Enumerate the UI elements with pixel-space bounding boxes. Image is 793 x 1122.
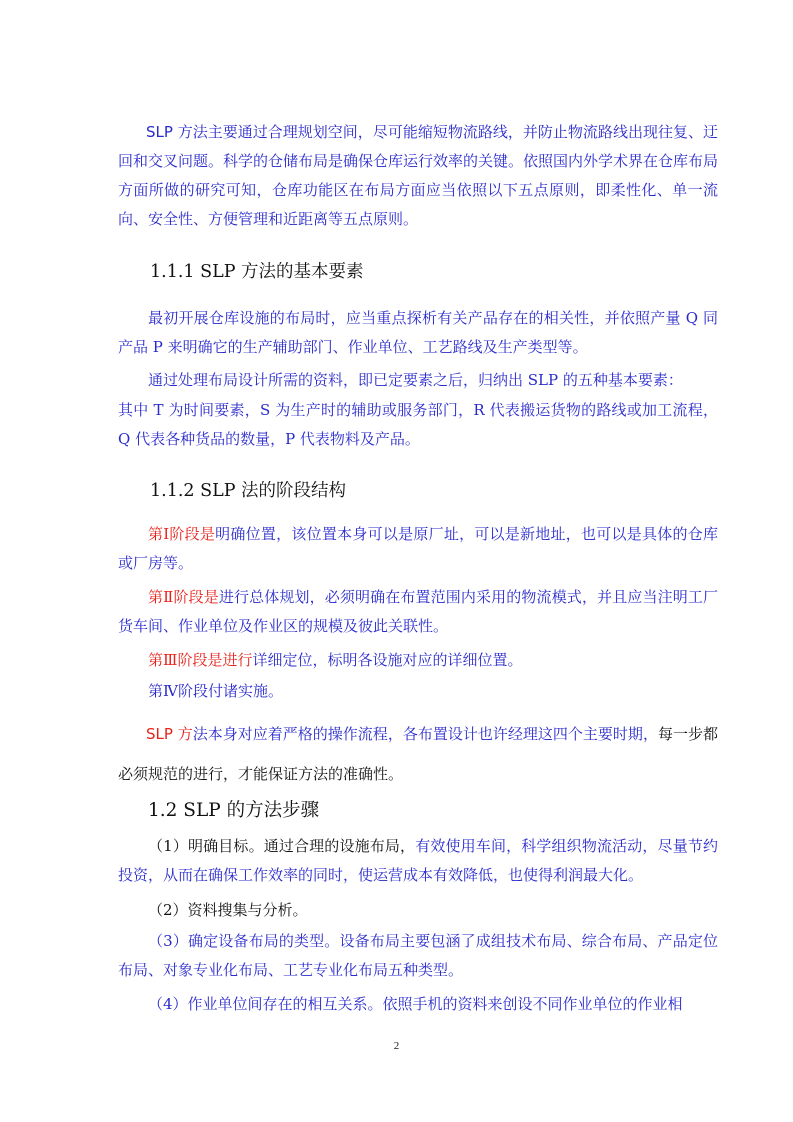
heading-1-1-2: 1.1.2 SLP 法的阶段结构 xyxy=(150,481,347,501)
heading-1-1-1: 1.1.1 SLP 方法的基本要素 xyxy=(150,262,364,282)
paragraph-slp-process xyxy=(118,714,718,794)
stage-1-label: 第Ⅰ阶段是 xyxy=(148,525,216,543)
paragraph-stage-2 xyxy=(118,583,718,641)
paragraph-stage-3 xyxy=(118,646,718,675)
step-1-lead: （1）明确目标。通过合理的设施布局， xyxy=(148,837,416,855)
paragraph-stage-1 xyxy=(118,520,718,578)
paragraph-slp-intro: SLP 方法主要通过合理规划空间，尽可能缩短物流路线，并防止物流路线出现往复、迂回和交叉问题。科学的仓储布局是确保仓库运行效率的关键。依照国内外学术界在仓库布局方面所做的研究可知，仓库功能区在布局方面应当依照以下五点原则，即柔性化、单一流向、安全性、方便管理和近距离等五点原则。 xyxy=(118,123,719,228)
slp-process-text: 法本身对应着严格的操作流程，各布置设计也许经理这四个主要时期， xyxy=(192,725,658,743)
stage-2-label: 第Ⅱ阶段是 xyxy=(148,588,219,606)
paragraph-element-definitions: 其中 T 为时间要素，S 为生产时的辅助或服务部门，R 代表搬运货物的路线或加工流程，Q 代表各种货品的数量，P 代表物料及产品。 xyxy=(118,401,718,448)
step-1-detail: 有效使用车间，科学组织物流活动，尽量节约投资，从而在确保工作效率的同时，使运营成本有效降低，也使得利润最大化。 xyxy=(118,837,718,884)
paragraph-step-3: （3）确定设备布局的类型。设备布局主要包涵了成组技术布局、综合布局、产品定位布局、对象专业化布局、工艺专业化布局五种类型。 xyxy=(118,932,718,979)
paragraph-step-2: （2）资料搜集与分析。 xyxy=(148,901,308,919)
paragraph-stage-4: 第Ⅳ阶段付诸实施。 xyxy=(148,682,283,700)
slp-process-conclusion: 每一步都必须规范的进行，才能保证方法的准确性。 xyxy=(118,725,718,783)
stage-3-text: 详细定位，标明各设施对应的详细位置。 xyxy=(252,651,523,669)
stage-1-text: 明确位置，该位置本身可以是原厂址，可以是新地址，也可以是具体的仓库或厂房等。 xyxy=(118,525,718,572)
stage-2-text: 进行总体规划，必须明确在布置范围内采用的物流模式，并且应当注明工厂货车间、作业单位及作业区的规模及彼此关联性。 xyxy=(118,588,718,635)
stage-3-label: 第Ⅲ阶段是进行 xyxy=(148,651,253,669)
paragraph-step-1 xyxy=(118,832,718,890)
paragraph-five-elements-intro: 通过处理布局设计所需的资料，即已定要素之后，归纳出 SLP 的五种基本要素： xyxy=(148,371,683,389)
page-number: 2 xyxy=(393,1040,400,1052)
paragraph-basic-elements: 最初开展仓库设施的布局时，应当重点探析有关产品存在的相关性，并依照产量 Q 同产品 P 来明确它的生产辅助部门、作业单位、工艺路线及生产类型等。 xyxy=(118,309,718,356)
heading-1-2: 1.2 SLP 的方法步骤 xyxy=(148,800,320,821)
slp-prefix: SLP 方 xyxy=(146,725,193,743)
paragraph-step-4: （4）作业单位间存在的相互关系。依照手机的资料来创设不同作业单位的作业相 xyxy=(148,995,683,1013)
